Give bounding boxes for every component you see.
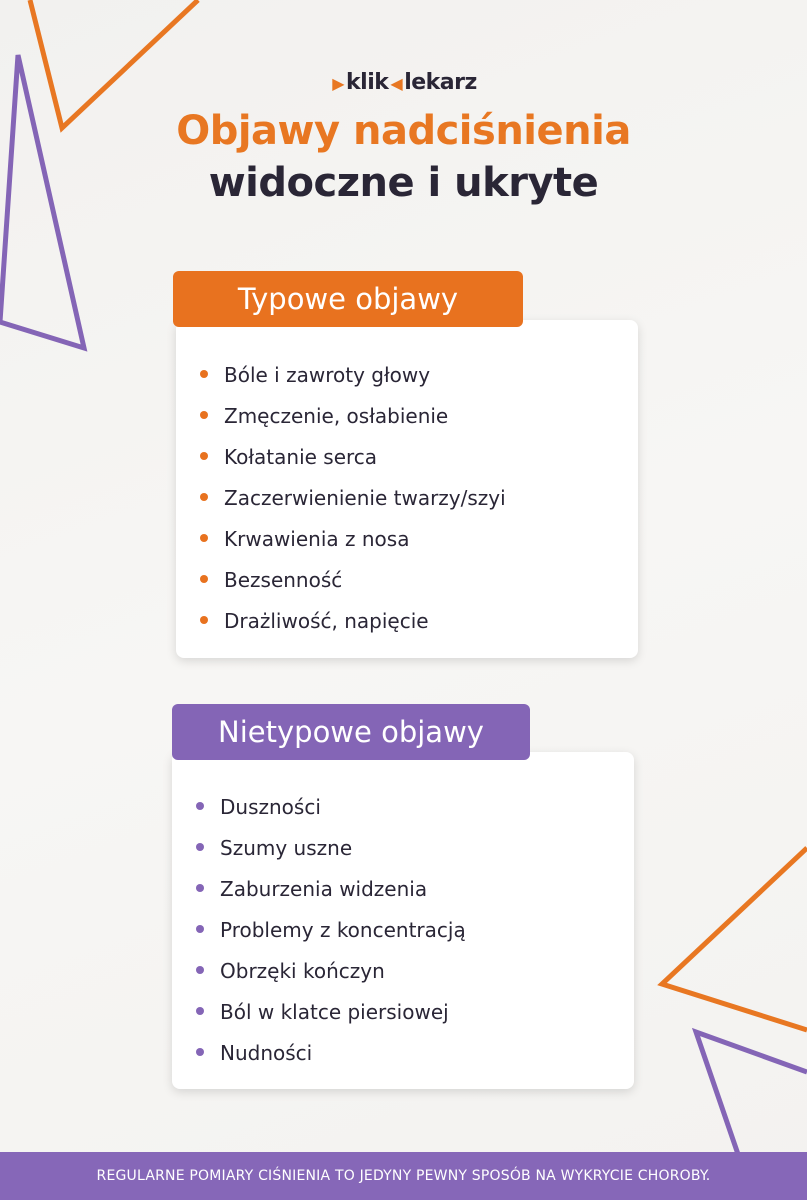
list-item bbox=[200, 522, 506, 563]
list-item bbox=[200, 563, 506, 604]
list-item-label: Duszności bbox=[220, 795, 321, 819]
bullet-icon bbox=[196, 802, 204, 810]
bullet-icon bbox=[196, 1048, 204, 1056]
list-item bbox=[200, 440, 506, 481]
atypical-symptoms-list bbox=[196, 790, 466, 1077]
brand-part2: lekarz bbox=[404, 70, 477, 95]
list-item-label: Zmęczenie, osłabienie bbox=[224, 404, 449, 428]
list-item-label: Obrzęki kończyn bbox=[220, 959, 385, 983]
bullet-icon bbox=[200, 452, 208, 460]
bullet-icon bbox=[200, 575, 208, 583]
list-item bbox=[196, 831, 466, 872]
list-item-label: Bóle i zawroty głowy bbox=[224, 363, 431, 387]
chevron-right-icon: ▶ bbox=[332, 74, 345, 93]
list-item-label: Bezsenność bbox=[224, 568, 343, 592]
list-item bbox=[196, 872, 466, 913]
typical-symptoms-heading: Typowe objawy bbox=[173, 271, 523, 327]
bullet-icon bbox=[196, 925, 204, 933]
bullet-icon bbox=[196, 843, 204, 851]
bullet-icon bbox=[200, 616, 208, 624]
bullet-icon bbox=[196, 1007, 204, 1015]
list-item-label: Szumy uszne bbox=[220, 836, 353, 860]
page-title: Objawy nadciśnienia bbox=[176, 108, 631, 154]
list-item-label: Ból w klatce piersiowej bbox=[220, 1000, 449, 1024]
bullet-icon bbox=[196, 884, 204, 892]
list-item-label: Kołatanie serca bbox=[224, 445, 378, 469]
footer-banner: REGULARNE POMIARY CIŚNIENIA TO JEDYNY PEWNY SPOSÓB NA WYKRYCIE CHOROBY. bbox=[0, 1152, 807, 1200]
purple-triangle-right bbox=[696, 1032, 807, 1160]
list-item-label: Problemy z koncentracją bbox=[220, 918, 466, 942]
bullet-icon bbox=[200, 493, 208, 501]
list-item bbox=[196, 995, 466, 1036]
orange-triangle-right bbox=[662, 848, 807, 1030]
bullet-icon bbox=[200, 370, 208, 378]
page-subtitle: widoczne i ukryte bbox=[208, 160, 599, 206]
typical-symptoms-list bbox=[200, 358, 506, 645]
list-item bbox=[196, 790, 466, 831]
brand-part1: klik bbox=[346, 70, 389, 95]
list-item-label: Zaburzenia widzenia bbox=[220, 877, 428, 901]
list-item bbox=[200, 399, 506, 440]
list-item-label: Krwawienia z nosa bbox=[224, 527, 410, 551]
list-item-label: Drażliwość, napięcie bbox=[224, 609, 429, 633]
brand-logo bbox=[0, 70, 807, 95]
list-item bbox=[200, 604, 506, 645]
list-item-label: Nudności bbox=[220, 1041, 313, 1065]
chevron-left-icon: ◀ bbox=[390, 74, 403, 93]
typical-symptoms-card bbox=[176, 320, 638, 658]
list-item bbox=[196, 1036, 466, 1077]
list-item bbox=[196, 954, 466, 995]
bullet-icon bbox=[200, 411, 208, 419]
list-item bbox=[200, 481, 506, 522]
bullet-icon bbox=[200, 534, 208, 542]
list-item bbox=[196, 913, 466, 954]
list-item bbox=[200, 358, 506, 399]
list-item-label: Zaczerwienienie twarzy/szyi bbox=[224, 486, 506, 510]
atypical-symptoms-card bbox=[172, 752, 634, 1089]
atypical-symptoms-heading: Nietypowe objawy bbox=[172, 704, 530, 760]
bullet-icon bbox=[196, 966, 204, 974]
